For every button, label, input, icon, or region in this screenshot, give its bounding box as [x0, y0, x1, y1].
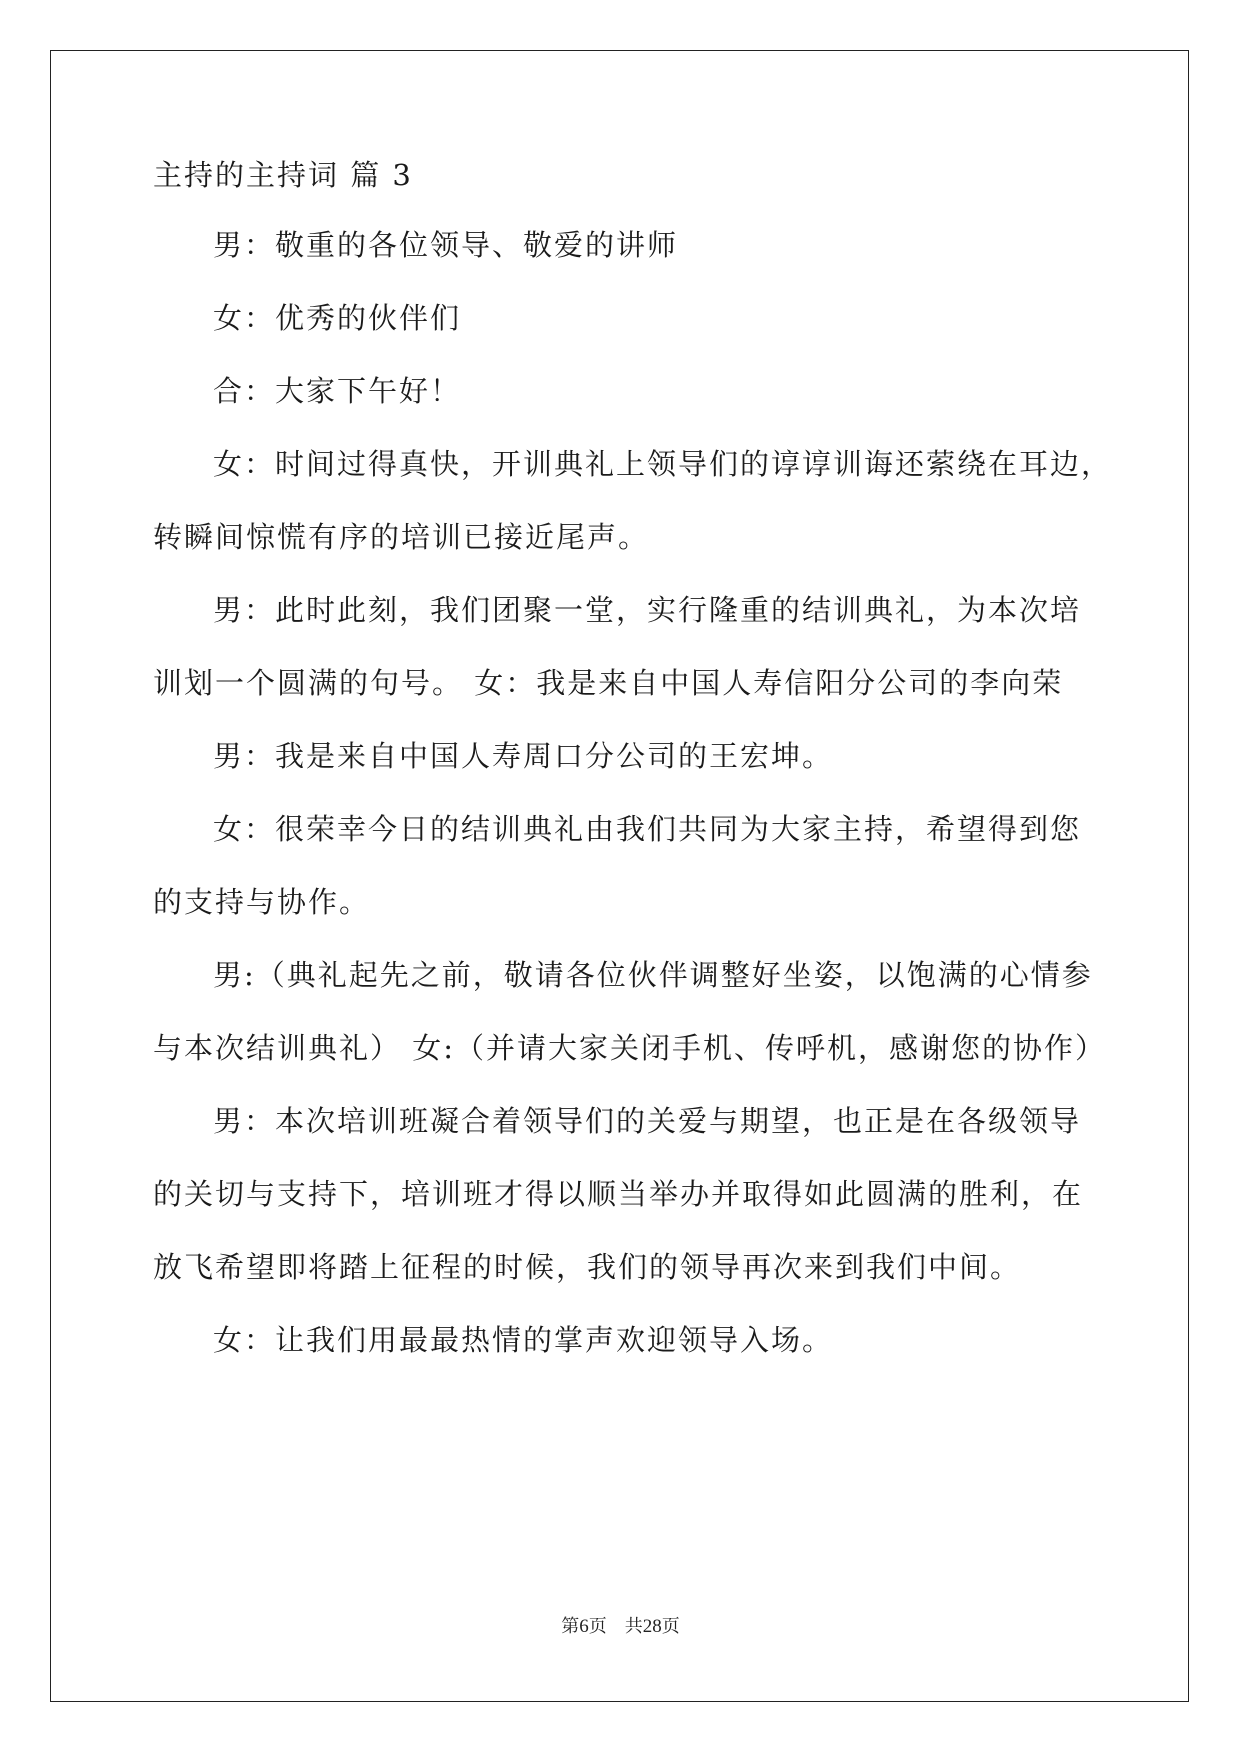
dialogue-line: 的关切与支持下，培训班才得以顺当举办并取得如此圆满的胜利，在	[153, 1177, 1084, 1211]
section-heading: 主持的主持词 篇 3	[153, 158, 413, 192]
dialogue-line: 男：此时此刻，我们团聚一堂，实行隆重的结训典礼，为本次培	[213, 593, 1082, 627]
dialogue-line: 的支持与协作。	[153, 885, 371, 919]
dialogue-line: 女：时间过得真快，开训典礼上领导们的谆谆训诲还萦绕在耳边，	[213, 447, 1113, 481]
dialogue-line: 男：我是来自中国人寿周口分公司的王宏坤。	[213, 739, 834, 773]
dialogue-line: 男：敬重的各位领导、敬爱的讲师	[213, 228, 679, 262]
footer-suffix: 页	[661, 1616, 680, 1636]
total-page-number: 28	[642, 1616, 662, 1637]
dialogue-line: 训划一个圆满的句号。 女：我是来自中国人寿信阳分公司的李向荣	[153, 666, 1064, 700]
current-page-number: 6	[579, 1616, 589, 1637]
page-footer	[0, 1612, 1241, 1638]
dialogue-line: 与本次结训典礼） 女:（并请大家关闭手机、传呼机，感谢您的协作）	[153, 1031, 1106, 1065]
dialogue-line: 男:（典礼起先之前，敬请各位伙伴调整好坐姿，以饱满的心情参	[213, 958, 1093, 992]
dialogue-line: 合：大家下午好！	[213, 374, 462, 408]
dialogue-line: 女：优秀的伙伴们	[213, 301, 462, 335]
footer-middle: 页 共	[588, 1616, 643, 1636]
dialogue-line: 女：很荣幸今日的结训典礼由我们共同为大家主持，希望得到您	[213, 812, 1082, 846]
footer-prefix: 第	[561, 1616, 580, 1636]
dialogue-line: 放飞希望即将踏上征程的时候，我们的领导再次来到我们中间。	[153, 1250, 1022, 1284]
dialogue-line: 转瞬间惊慌有序的培训已接近尾声。	[153, 520, 650, 554]
dialogue-line: 女：让我们用最最热情的掌声欢迎领导入场。	[213, 1323, 834, 1357]
dialogue-line: 男：本次培训班凝合着领导们的关爱与期望，也正是在各级领导	[213, 1104, 1082, 1138]
